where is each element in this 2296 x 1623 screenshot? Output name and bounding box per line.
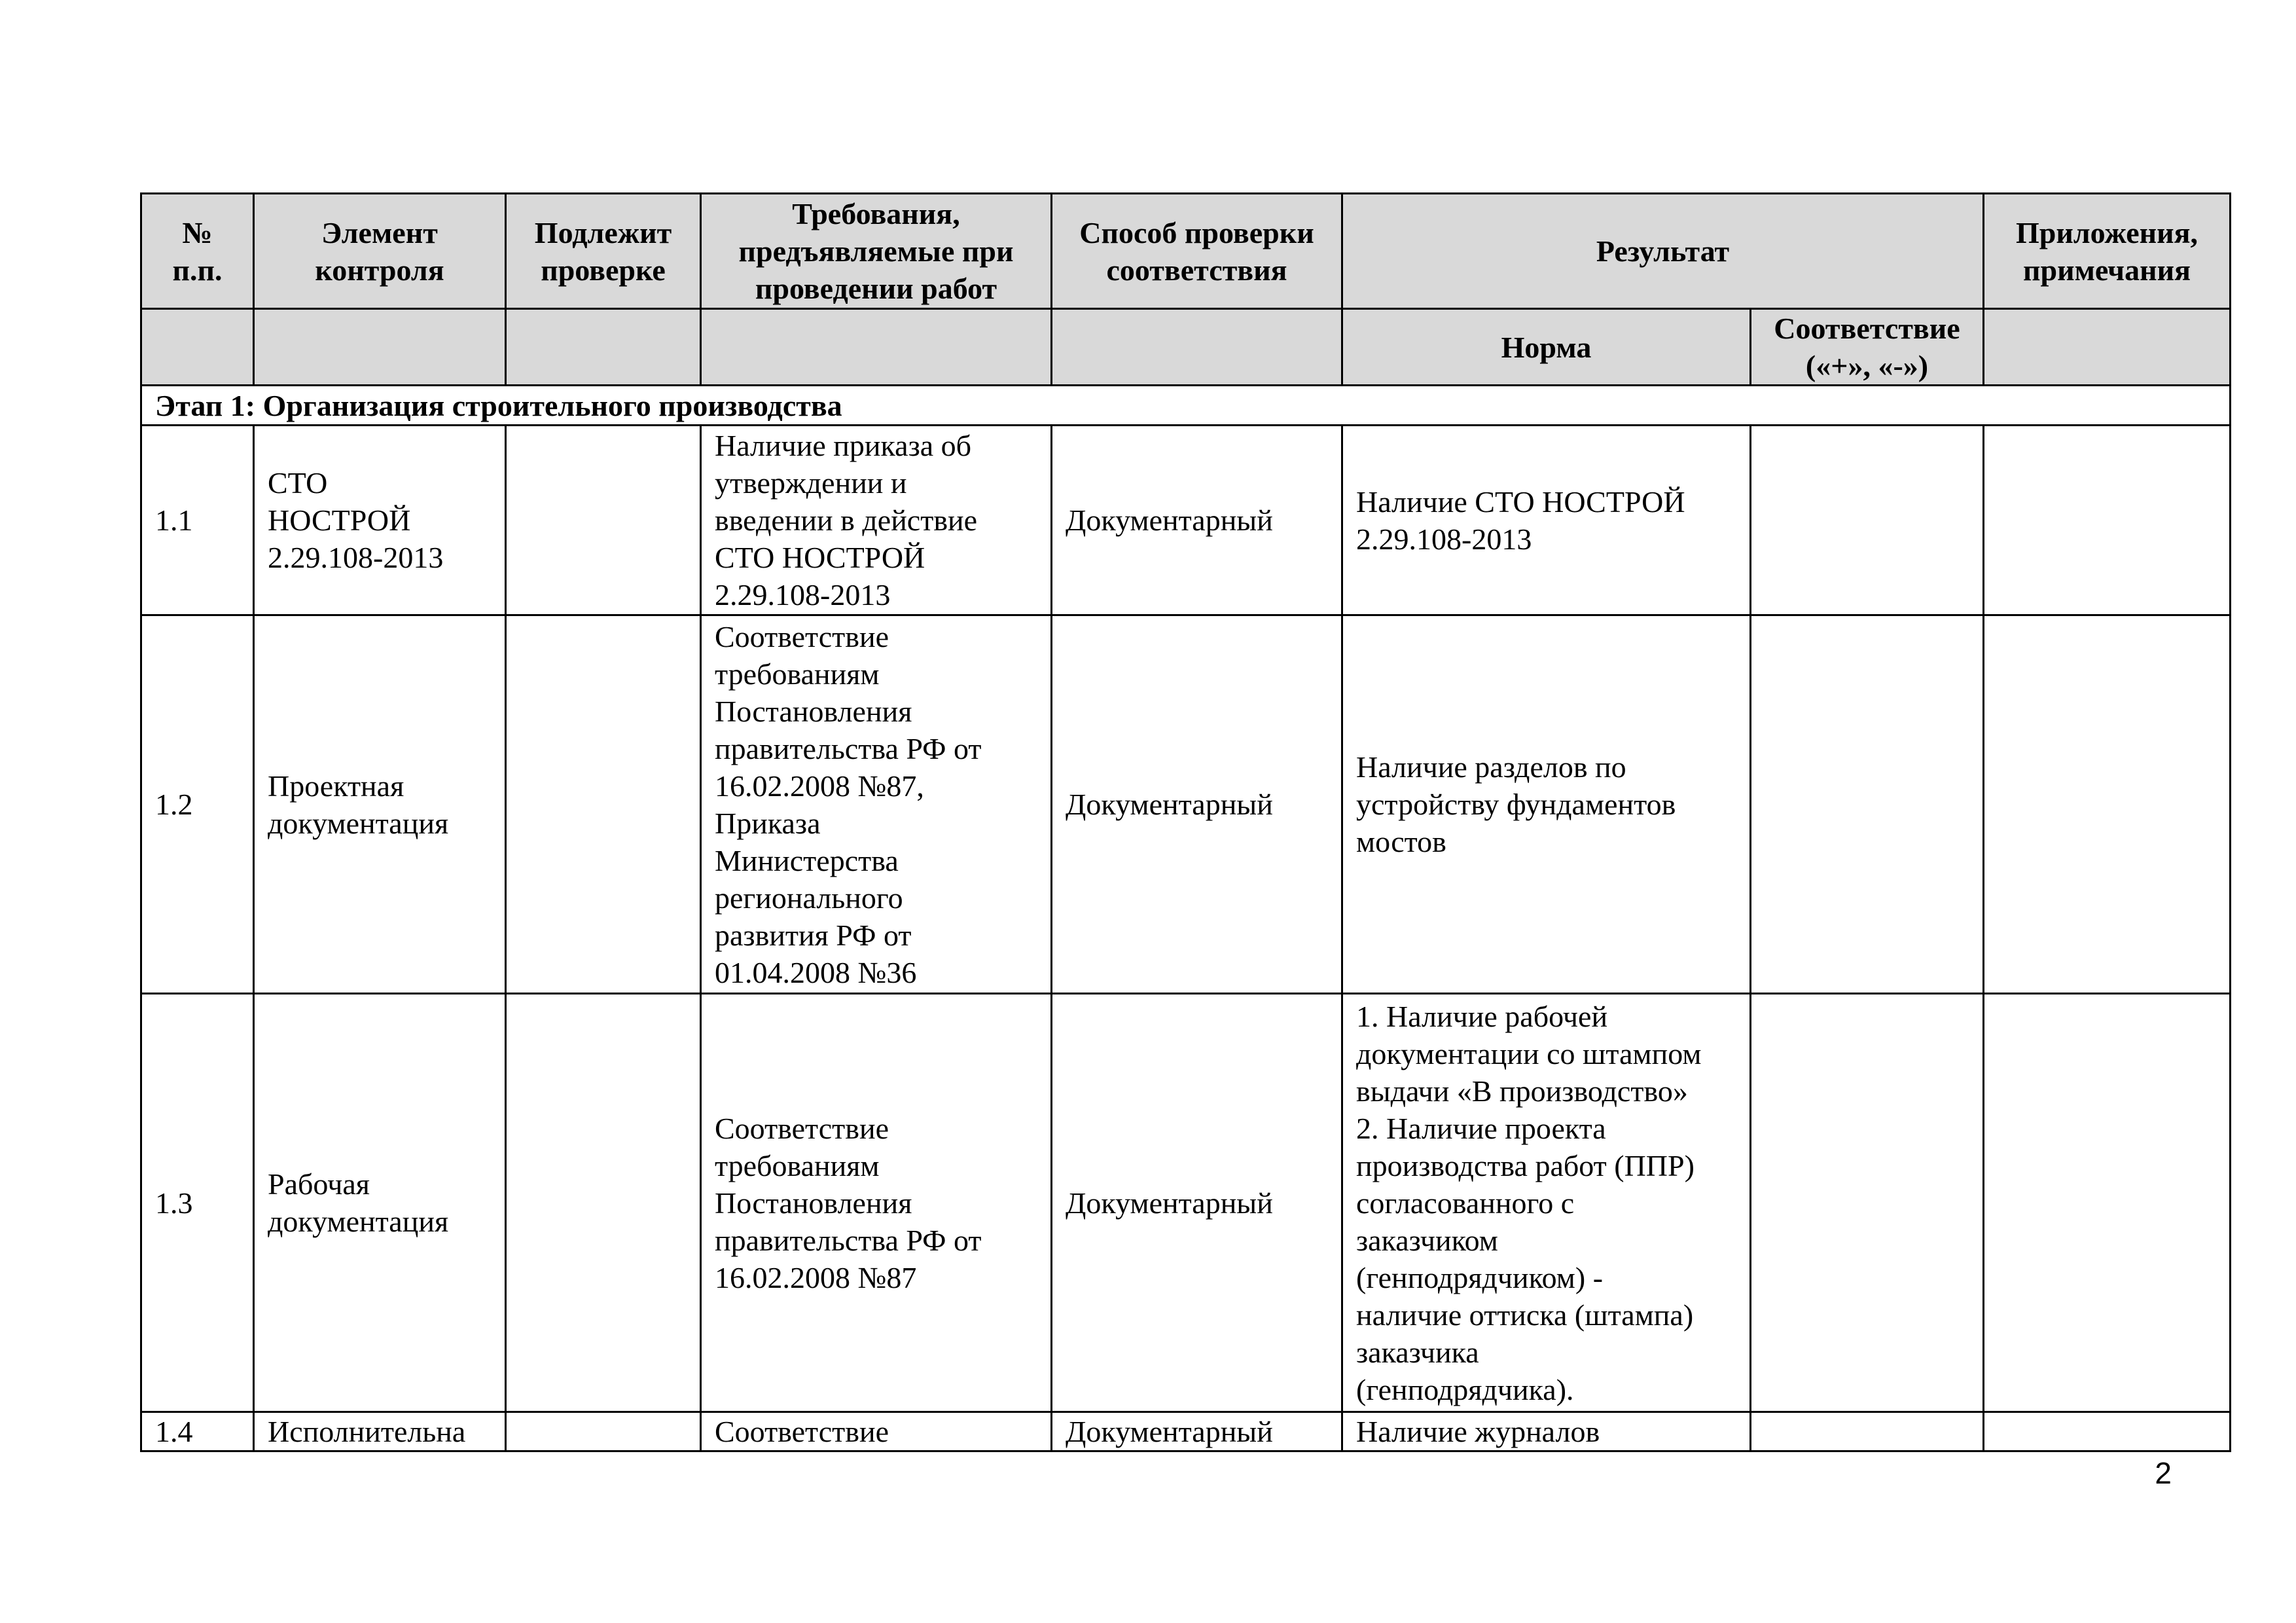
header-attachments: Приложения, примечания <box>1984 194 2231 309</box>
row-num: 1.1 <box>141 426 254 615</box>
row-attachments <box>1984 615 2231 994</box>
row-subject <box>506 1412 701 1451</box>
row-element: Исполнительна <box>254 1412 506 1451</box>
header-result: Результат <box>1342 194 1984 309</box>
row-conformity <box>1751 426 1984 615</box>
row-method: Документарный <box>1052 994 1342 1412</box>
header-norm: Норма <box>1342 309 1751 386</box>
row-element: СТО НОСТРОЙ 2.29.108-2013 <box>254 426 506 615</box>
row-requirements: Соответствие требованиям Постановления правительства РФ от 16.02.2008 №87 <box>701 994 1052 1412</box>
row-attachments <box>1984 1412 2231 1451</box>
subheader-empty-cell <box>254 309 506 386</box>
row-method: Документарный <box>1052 1412 1342 1451</box>
table-row <box>141 994 2231 1412</box>
table-row <box>141 615 2231 994</box>
row-conformity <box>1751 994 1984 1412</box>
row-method: Документарный <box>1052 615 1342 994</box>
subheader-empty-cell <box>1984 309 2231 386</box>
header-conformity: Соответствие («+», «-») <box>1751 309 1984 386</box>
subheader-row <box>141 309 2231 386</box>
row-subject <box>506 426 701 615</box>
row-norm: Наличие журналов <box>1342 1412 1751 1451</box>
header-element: Элемент контроля <box>254 194 506 309</box>
subheader-empty-cell <box>1052 309 1342 386</box>
row-element: Проектная документация <box>254 615 506 994</box>
row-requirements: Соответствие требованиям Постановления правительства РФ от 16.02.2008 №87, Приказа Министерства регионального развития РФ от 01.04.2008 №36 <box>701 615 1052 994</box>
row-norm: Наличие разделов по устройству фундаментов мостов <box>1342 615 1751 994</box>
page-number: 2 <box>2155 1456 2172 1490</box>
table-row <box>141 1412 2231 1451</box>
subheader-empty-cell <box>506 309 701 386</box>
header-requirements: Требования, предъявляемые при проведении работ <box>701 194 1052 309</box>
row-requirements: Соответствие <box>701 1412 1052 1451</box>
subheader-empty-cell <box>701 309 1052 386</box>
row-method: Документарный <box>1052 426 1342 615</box>
row-num: 1.2 <box>141 615 254 994</box>
header-method: Способ проверки соответствия <box>1052 194 1342 309</box>
subheader-empty-cell <box>141 309 254 386</box>
row-num: 1.4 <box>141 1412 254 1451</box>
row-element: Рабочая документация <box>254 994 506 1412</box>
row-requirements: Наличие приказа об утверждении и введении в действие СТО НОСТРОЙ 2.29.108-2013 <box>701 426 1052 615</box>
control-table <box>140 192 2231 1452</box>
row-attachments <box>1984 994 2231 1412</box>
row-conformity <box>1751 1412 1984 1451</box>
row-subject <box>506 615 701 994</box>
row-num: 1.3 <box>141 994 254 1412</box>
table-row <box>141 426 2231 615</box>
row-norm: Наличие СТО НОСТРОЙ 2.29.108-2013 <box>1342 426 1751 615</box>
row-subject <box>506 994 701 1412</box>
stage-row <box>141 386 2231 426</box>
row-conformity <box>1751 615 1984 994</box>
row-attachments <box>1984 426 2231 615</box>
row-norm: 1. Наличие рабочей документации со штампом выдачи «В производство» 2. Наличие проекта производства работ (ППР) согласованного с заказчиком (генподрядчиком) - наличие оттиска (штампа) заказчика (генподрядчика). <box>1342 994 1751 1412</box>
header-subject: Подлежит проверке <box>506 194 701 309</box>
header-row <box>141 194 2231 309</box>
header-num: № п.п. <box>141 194 254 309</box>
stage-title: Этап 1: Организация строительного производства <box>141 386 2231 426</box>
